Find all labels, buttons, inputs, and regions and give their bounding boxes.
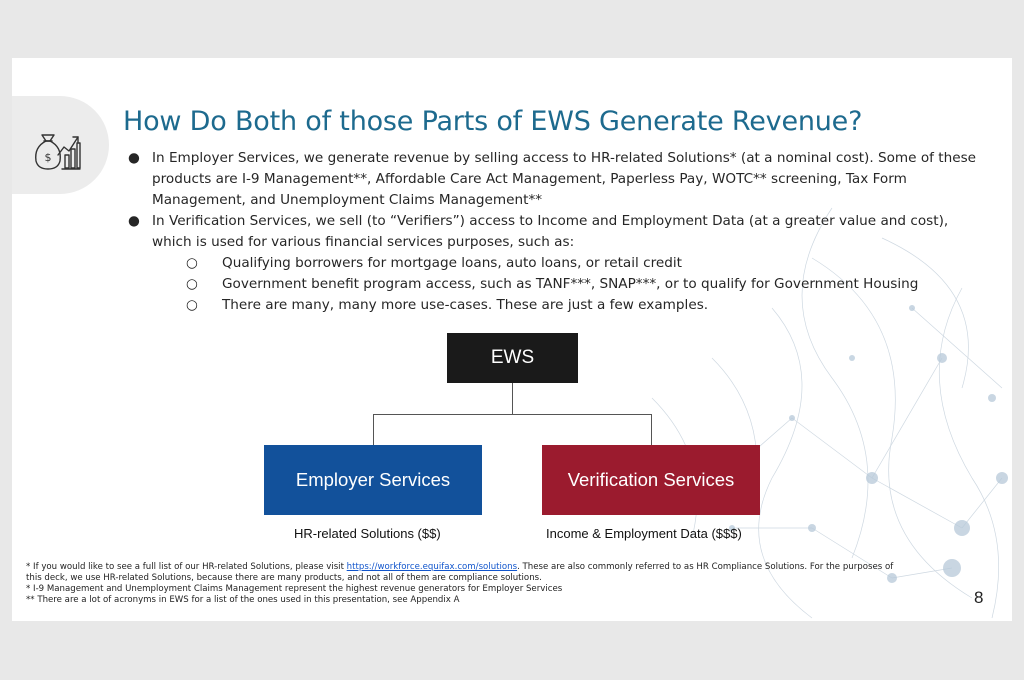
employer-services-caption: HR-related Solutions ($$) xyxy=(294,526,441,541)
connector-left-down xyxy=(373,414,374,445)
connector-root-down xyxy=(512,383,513,414)
footnote-1-text: * If you would like to see a full list of our HR-related Solutions, please visit xyxy=(26,562,347,572)
slide xyxy=(12,58,1012,621)
solutions-link[interactable]: https://workforce.equifax.com/solutions xyxy=(346,562,518,572)
sub-bullet-item xyxy=(126,253,986,274)
ews-box: EWS xyxy=(447,333,578,383)
sub-bullet-item xyxy=(126,295,986,316)
connector-right-down xyxy=(651,414,652,445)
footnote-3: ** There are a lot of acronyms in EWS for a list of the ones used in this presentation, see Appendix A xyxy=(26,595,460,605)
bullet-marker: ● xyxy=(128,150,140,166)
icon-tab xyxy=(12,96,109,194)
bullet-item xyxy=(126,148,986,211)
money-bag-growth-chart-icon xyxy=(32,129,82,171)
bullet-item xyxy=(126,211,986,253)
bullet-list xyxy=(126,148,986,316)
bullet-text: In Employer Services, we generate revenue by selling access to HR-related Solutions* (at a nominal cost). Some of these products are I-9 Management**, Affordable Care Act Management, Paperless Pay, WOTC** screening, Tax Form Management, and Unemployment Claims Management** xyxy=(152,150,977,208)
sub-bullet-text: Qualifying borrowers for mortgage loans, auto loans, or retail credit xyxy=(222,255,682,271)
sub-bullet-text: Government benefit program access, such as TANF***, SNAP***, or to qualify for Government Housing xyxy=(222,276,919,292)
sub-bullet-marker: ○ xyxy=(186,255,198,271)
slide-title: How Do Both of those Parts of EWS Generate Revenue? xyxy=(123,106,863,137)
footnotes xyxy=(26,562,906,606)
employer-services-box: Employer Services xyxy=(264,445,482,515)
footnote-1 xyxy=(26,562,906,584)
sub-bullet-text: There are many, many more use-cases. These are just a few examples. xyxy=(222,297,709,313)
footnote-2: * I-9 Management and Unemployment Claims Management represent the highest revenue generators for Employer Services xyxy=(26,584,563,594)
bullet-text: In Verification Services, we sell (to “Verifiers”) access to Income and Employment Data (at a greater value and cost), which is used for various financial services purposes, such as: xyxy=(152,213,949,250)
footnote-1-text-cont: . These are also commonly referred to as HR Compliance Solutions. For the purposes of this deck, we use HR-related Solutions, because there are many products, and not all of them are compliance solutions. xyxy=(26,562,894,583)
sub-bullet-item xyxy=(126,274,986,295)
verification-services-box: Verification Services xyxy=(542,445,760,515)
sub-bullet-marker: ○ xyxy=(186,297,198,313)
bullet-marker: ● xyxy=(128,213,140,229)
sub-bullet-marker: ○ xyxy=(186,276,198,292)
page-number: 8 xyxy=(974,588,984,607)
connector-horizontal xyxy=(373,414,652,415)
svg-text:$: $ xyxy=(44,151,52,164)
verification-services-caption: Income & Employment Data ($$$) xyxy=(546,526,742,541)
